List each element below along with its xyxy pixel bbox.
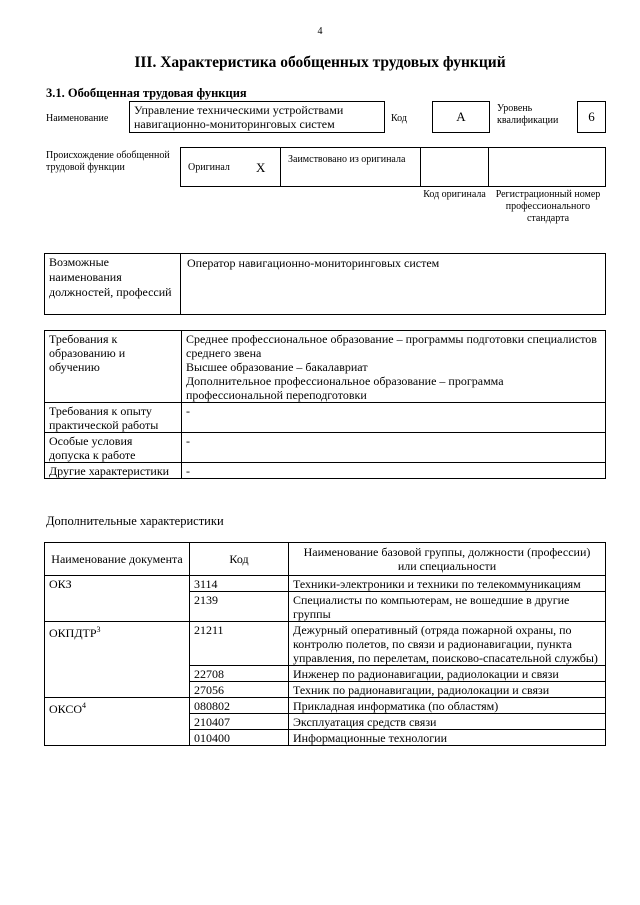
header-doc: Наименование документа — [45, 543, 190, 576]
code-cell: 2139 — [190, 592, 289, 622]
doc-name: ОКСО — [49, 702, 83, 716]
borrowed-label: Заимствовано из оригинала — [280, 147, 421, 187]
code-label: Код — [391, 113, 407, 124]
header-code: Код — [190, 543, 289, 576]
requirement-row — [45, 433, 606, 463]
doc-cell — [45, 698, 190, 746]
name-value: Управление техническими устройствами навигационно-мониторинговых систем — [129, 101, 385, 133]
additional-table — [44, 542, 606, 746]
code-cell: 21211 — [190, 622, 289, 666]
code-cell: 210407 — [190, 714, 289, 730]
code-cell: 27056 — [190, 682, 289, 698]
doc-name: ОКПДТР — [49, 626, 97, 640]
requirement-row — [45, 403, 606, 433]
requirement-label: Особые условия допуска к работе — [45, 433, 182, 463]
table-row — [45, 622, 606, 666]
positions-value: Оператор навигационно-мониторинговых систем — [187, 256, 440, 270]
doc-cell — [45, 576, 190, 622]
table-row — [45, 576, 606, 592]
code-cell: 22708 — [190, 666, 289, 682]
header-name: Наименование базовой группы, должности (профессии) или специальности — [289, 543, 606, 576]
occupation-name-cell: Техник по радионавигации, радиолокации и связи — [289, 682, 606, 698]
code-cell: 010400 — [190, 730, 289, 746]
level-label: Уровень квалификации — [497, 103, 559, 126]
requirement-value: Среднее профессиональное образование – программы подготовки специалистов среднего звена Высшее образование – бакалавриат Дополнительное профессиональное образование – программа профессиональной переподготовки — [182, 331, 606, 403]
additional-title: Дополнительные характеристики — [46, 514, 224, 528]
occupation-name-cell: Техники-электроники и техники по телекоммуникациям — [289, 576, 606, 592]
requirements-table — [44, 330, 606, 479]
table-row — [45, 698, 606, 714]
original-mark: Х — [256, 160, 266, 175]
reg-number-cell — [488, 147, 606, 187]
occupation-name-cell: Эксплуатация средств связи — [289, 714, 606, 730]
reg-caption: Регистрационный номер профессионального стандарта — [495, 189, 601, 224]
page-number: 4 — [317, 26, 323, 37]
footnote-ref: 3 — [96, 625, 101, 634]
requirement-value: - — [182, 463, 606, 479]
requirement-label: Требования к образованию и обучению — [45, 331, 182, 403]
level-value: 6 — [577, 101, 606, 133]
code-cell: 3114 — [190, 576, 289, 592]
code-cell: 080802 — [190, 698, 289, 714]
name-label: Наименование — [46, 113, 109, 124]
requirement-row — [45, 331, 606, 403]
requirement-value: - — [182, 403, 606, 433]
code-value: А — [432, 101, 490, 133]
footnote-ref: 4 — [82, 701, 87, 710]
requirement-value: - — [182, 433, 606, 463]
header-row — [45, 543, 606, 576]
positions-label: Возможные наименования должностей, профессий — [44, 253, 181, 315]
requirement-label: Требования к опыту практической работы — [45, 403, 182, 433]
original-cell — [180, 147, 281, 187]
occupation-name-cell: Информационные технологии — [289, 730, 606, 746]
doc-cell — [45, 622, 190, 698]
code-caption: Код оригинала — [423, 189, 486, 200]
occupation-name-cell: Прикладная информатика (по областям) — [289, 698, 606, 714]
occupation-name-cell: Специалисты по компьютерам, не вошедшие в другие группы — [289, 592, 606, 622]
subsection-title: 3.1. Обобщенная трудовая функция — [46, 86, 247, 100]
origin-label: Происхождение обобщенной трудовой функции — [46, 150, 170, 173]
occupation-name-cell: Инженер по радионавигации, радиолокации и связи — [289, 666, 606, 682]
requirement-label: Другие характеристики — [45, 463, 182, 479]
occupation-name-cell: Дежурный оперативный (отряда пожарной охраны, по контролю полетов, по связи и радионавигации, пункта управления, по перелетам, поисково-спасательной службы) — [289, 622, 606, 666]
original-code-cell — [420, 147, 489, 187]
original-label: Оригинал — [188, 162, 230, 173]
positions-box — [44, 253, 606, 315]
section-title: III. Характеристика обобщенных трудовых функций — [134, 54, 506, 71]
requirement-row — [45, 463, 606, 479]
doc-name: ОКЗ — [49, 577, 72, 591]
